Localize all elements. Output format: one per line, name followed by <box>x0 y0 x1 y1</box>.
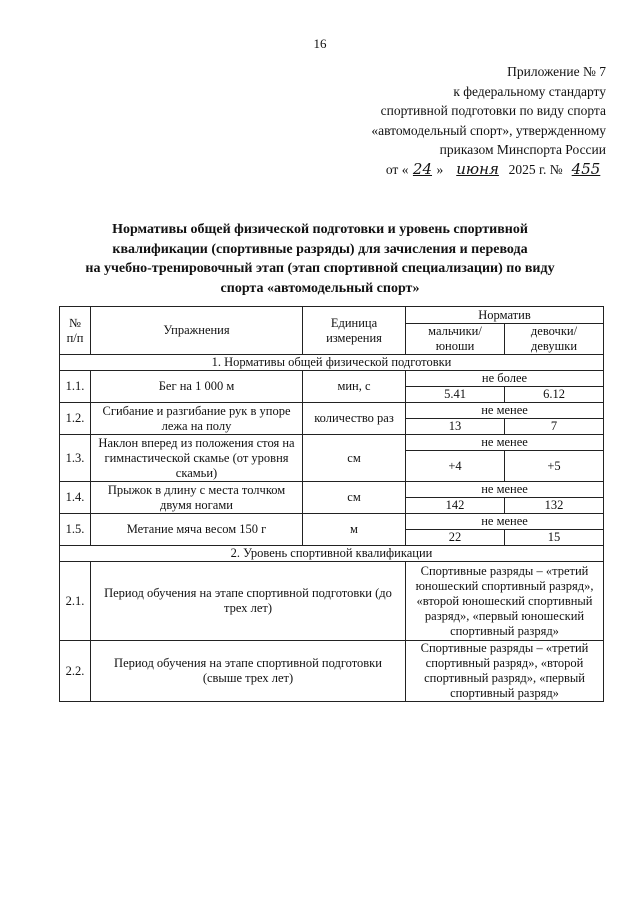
row-unit: м <box>303 514 406 546</box>
appendix-line-1: Приложение № 7 <box>507 64 606 79</box>
row-boys-value: 142 <box>406 498 505 514</box>
norms-table <box>59 306 604 702</box>
header-norm: Норматив <box>406 307 604 324</box>
row-boys-value: 5.41 <box>406 387 505 403</box>
appendix-line-4: «автомодельный спорт», утвержденному <box>371 122 606 138</box>
qual-ranks: Спортивные разряды – «третий юношеский спортивный разряд», «второй юношеский спортивный разряд», «первый юношеский спортивный разряд» <box>406 562 604 641</box>
row-girls-value: 132 <box>505 498 604 514</box>
header-unit: Единица измерения <box>303 307 406 355</box>
row-num: 1.4. <box>60 482 91 514</box>
row-condition: не менее <box>406 403 604 419</box>
row-exercise: Прыжок в длину с места толчком двумя ногами <box>91 482 303 514</box>
row-boys-value: +4 <box>406 451 505 482</box>
appendix-line-2: к федеральному стандарту <box>453 83 606 99</box>
qual-period: Период обучения на этапе спортивной подготовки (свыше трех лет) <box>91 641 406 702</box>
row-condition: не более <box>406 371 604 387</box>
row-unit: см <box>303 482 406 514</box>
qual-num: 2.1. <box>60 562 91 641</box>
row-boys-value: 13 <box>406 419 505 435</box>
table-row <box>60 403 604 419</box>
row-boys-value: 22 <box>406 530 505 546</box>
title-line-4: спорта «автомодельный спорт» <box>220 280 420 296</box>
row-num: 1.2. <box>60 403 91 435</box>
row-exercise: Наклон вперед из положения стоя на гимнастической скамье (от уровня скамьи) <box>91 435 303 482</box>
header-exercise: Упражнения <box>91 307 303 355</box>
row-girls-value: +5 <box>505 451 604 482</box>
qual-ranks: Спортивные разряды – «третий спортивный разряд», «второй спортивный разряд», «первый спортивный разряд» <box>406 641 604 702</box>
qualification-row <box>60 641 604 702</box>
row-unit: количество раз <box>303 403 406 435</box>
date-prefix: от « <box>385 161 409 177</box>
row-exercise: Метание мяча весом 150 г <box>91 514 303 546</box>
appendix-line-5: приказом Минспорта России <box>439 142 606 157</box>
row-unit: мин, с <box>303 371 406 403</box>
row-condition: не менее <box>406 435 604 451</box>
row-condition: не менее <box>406 482 604 498</box>
table-row <box>60 435 604 451</box>
qualification-row <box>60 562 604 641</box>
row-exercise: Бег на 1 000 м <box>91 371 303 403</box>
appendix-block <box>316 62 606 179</box>
row-num: 1.3. <box>60 435 91 482</box>
row-girls-value: 15 <box>505 530 604 546</box>
title-line-3: на учебно-тренировочный этап (этап спортивной специализации) по виду <box>85 261 555 276</box>
title-line-1: Нормативы общей физической подготовки и уровень спортивной <box>112 222 528 237</box>
title-line-2: квалификации (спортивные разряды) для зачисления и перевода <box>112 241 528 257</box>
qual-period: Период обучения на этапе спортивной подготовки (до трех лет) <box>91 562 406 641</box>
header-row <box>60 307 604 324</box>
row-num: 1.1. <box>60 371 91 403</box>
document-title <box>60 220 580 298</box>
appendix-date-line <box>316 160 606 180</box>
header-girls: девочки/ девушки <box>505 324 604 355</box>
row-num: 1.5. <box>60 514 91 546</box>
date-mid: » <box>436 161 444 177</box>
handwritten-order-number: 455 <box>571 159 601 178</box>
row-unit: см <box>303 435 406 482</box>
section-1-title: 1. Нормативы общей физической подготовки <box>60 355 604 371</box>
date-year: 2025 г. № <box>508 161 563 177</box>
table-row <box>60 371 604 387</box>
row-condition: не менее <box>406 514 604 530</box>
section-row <box>60 546 604 562</box>
table-row <box>60 514 604 530</box>
section-row <box>60 355 604 371</box>
handwritten-day: 24 <box>412 159 433 178</box>
row-girls-value: 6.12 <box>505 387 604 403</box>
handwritten-month: июня <box>456 159 499 178</box>
header-num: № п/п <box>60 307 91 355</box>
table-row <box>60 482 604 498</box>
row-girls-value: 7 <box>505 419 604 435</box>
page-number: 16 <box>313 36 327 51</box>
row-exercise: Сгибание и разгибание рук в упоре лежа на полу <box>91 403 303 435</box>
section-2-title: 2. Уровень спортивной квалификации <box>60 546 604 562</box>
appendix-line-3: спортивной подготовки по виду спорта <box>380 103 606 118</box>
header-boys: мальчики/ юноши <box>406 324 505 355</box>
qual-num: 2.2. <box>60 641 91 702</box>
